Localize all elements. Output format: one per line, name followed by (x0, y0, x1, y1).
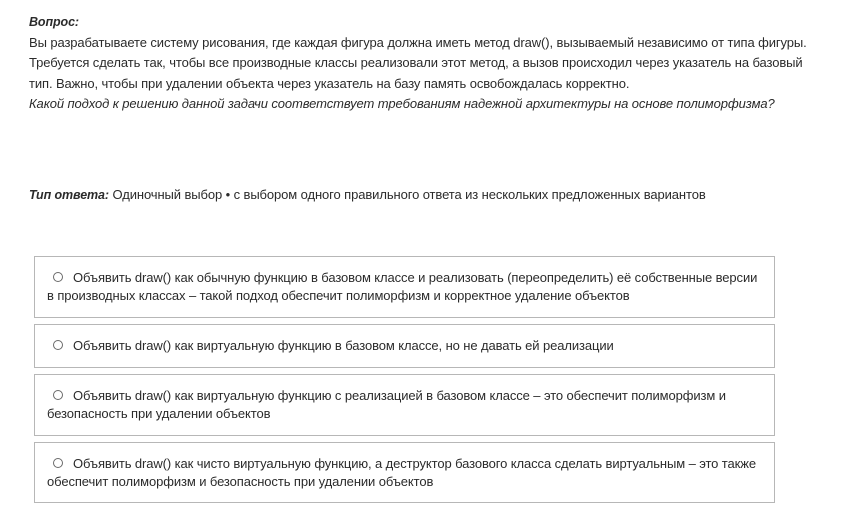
answer-type-label: Тип ответа: (29, 188, 109, 202)
answer-option-4-label: Объявить draw() как чисто виртуальную функцию, а деструктор базового класса сделать виртуальным – это также обеспечит полиморфизм и безопасность при удалении объектов (47, 455, 756, 489)
radio-button-icon[interactable] (53, 340, 63, 350)
answer-option-4-content (47, 455, 762, 491)
question-text: Вы разрабатываете систему рисования, где каждая фигура должна иметь метод draw(), вызываемый независимо от типа фигуры. Требуется сделать так, чтобы все производные классы реализовали этот метод, а вызов происходил через указатель на базовый тип. Важно, чтобы при удалении объекта через указатель на базу память освобождалась корректно. (29, 34, 807, 91)
answer-option-1-content (47, 269, 762, 305)
answer-option-3-label: Объявить draw() как виртуальную функцию с реализацией в базовом классе – это обеспечит полиморфизм и безопасность при удалении объектов (47, 388, 726, 421)
radio-button-icon[interactable] (53, 272, 63, 282)
answer-option-4[interactable] (34, 442, 775, 503)
radio-button-icon[interactable] (53, 458, 63, 468)
answer-option-3[interactable] (34, 374, 775, 436)
answer-type (29, 185, 706, 205)
radio-button-icon[interactable] (53, 390, 63, 400)
question-heading: Вопрос: (29, 15, 79, 29)
answer-option-2[interactable] (34, 324, 775, 368)
answer-option-1-label: Объявить draw() как обычную функцию в базовом классе и реализовать (переопределить) её собственные версии в производных классах – такой подход обеспечит полиморфизм и корректное удаление объектов (47, 270, 758, 303)
question-block (29, 12, 829, 115)
answer-option-2-content (47, 337, 614, 355)
answer-option-1[interactable] (34, 256, 775, 318)
answer-option-3-content (47, 387, 762, 423)
answer-type-value: Одиночный выбор • с выбором одного правильного ответа из нескольких предложенных вариантов (112, 187, 706, 202)
answer-option-2-label: Объявить draw() как виртуальную функцию в базовом классе, но не давать ей реализации (73, 338, 614, 353)
answer-options (34, 256, 775, 509)
question-prompt: Какой подход к решению данной задачи соответствует требованиям надежной архитектуры на основе полиморфизма? (29, 96, 775, 111)
